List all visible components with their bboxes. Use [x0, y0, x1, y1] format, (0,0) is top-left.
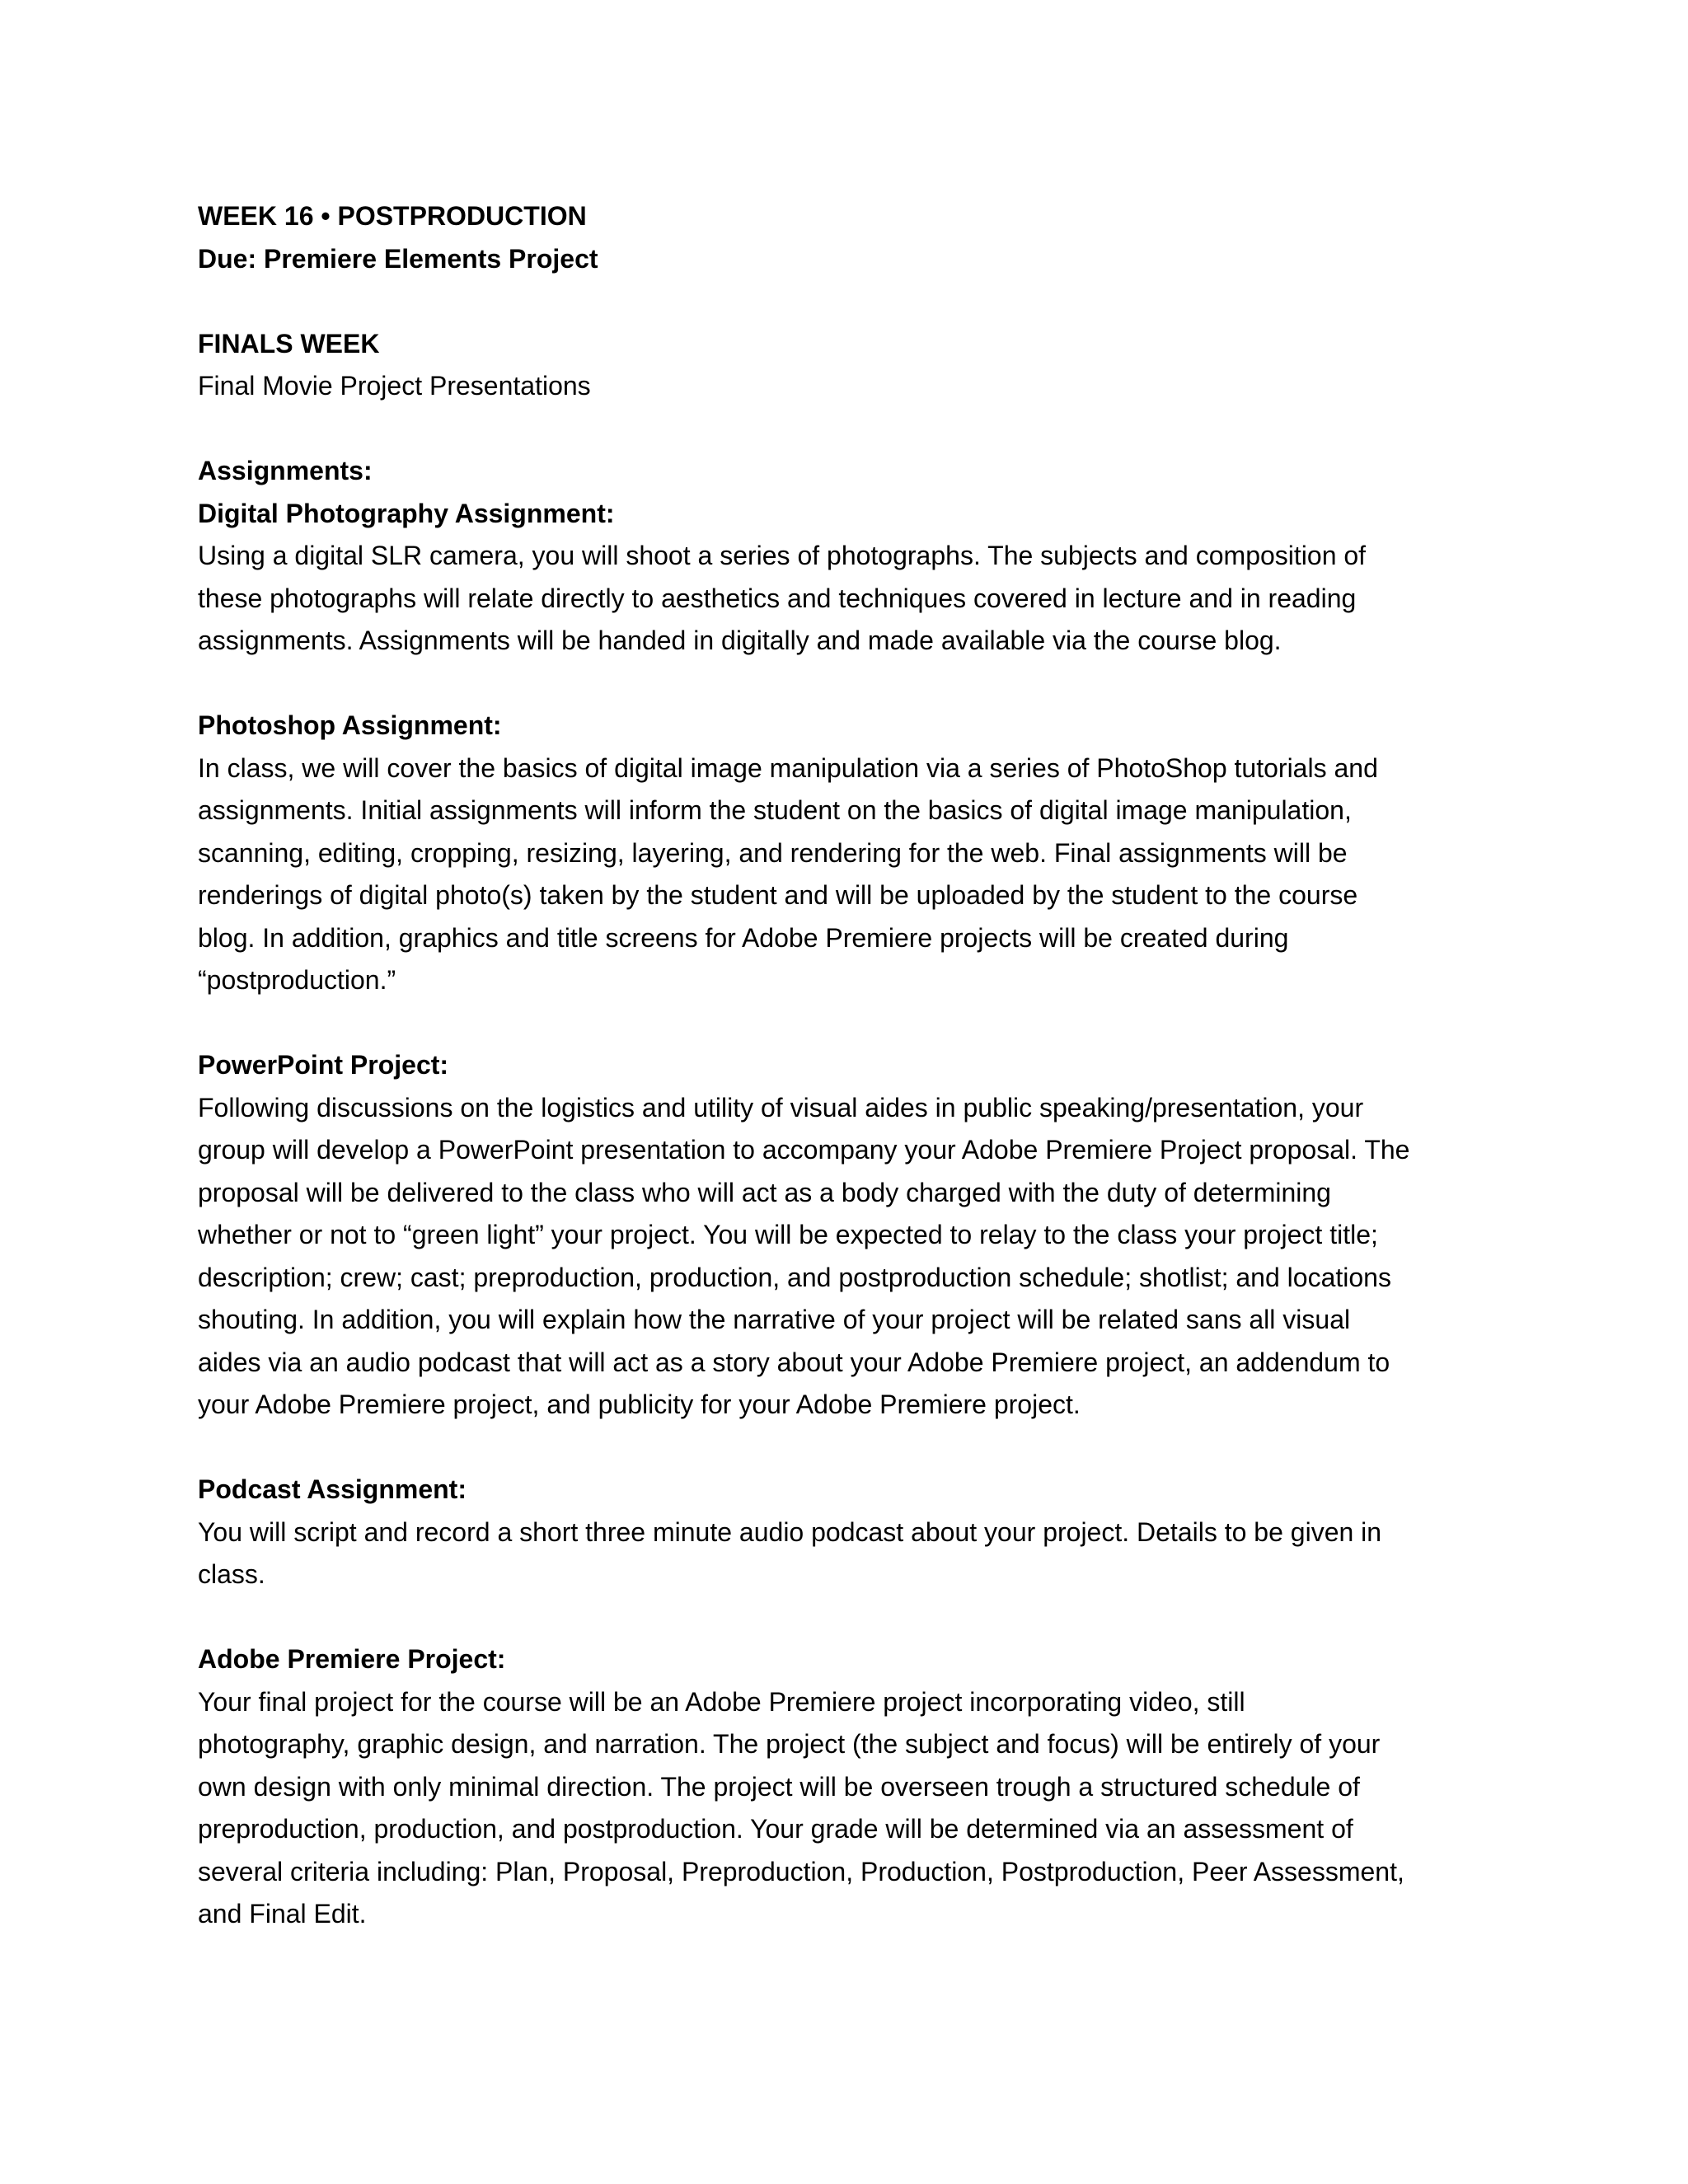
body-line: shouting. In addition, you will explain how the narrative of your project will be related sans all visual [198, 1305, 1351, 1334]
body-line: photography, graphic design, and narration. The project (the subject and focus) will be entirely of your [198, 1729, 1381, 1759]
body-line: preproduction, production, and postproduction. Your grade will be determined via an assessment of [198, 1814, 1353, 1844]
body-line: class. [198, 1559, 265, 1589]
body-line: group will develop a PowerPoint presentation to accompany your Adobe Premiere Project proposal. The [198, 1135, 1410, 1165]
body-line: renderings of digital photo(s) taken by the student and will be uploaded by the student to the course [198, 880, 1358, 910]
premiere-heading: Adobe Premiere Project: [198, 1644, 506, 1674]
body-line: description; crew; cast; preproduction, production, and postproduction schedule; shotlist; and locations [198, 1262, 1391, 1292]
body-line: your Adobe Premiere project, and publicity for your Adobe Premiere project. [198, 1390, 1081, 1419]
body-line: assignments. Assignments will be handed in digitally and made available via the course blog. [198, 626, 1282, 655]
assignments-heading: Assignments: [198, 456, 373, 485]
body-line: assignments. Initial assignments will inform the student on the basics of digital image manipulation, [198, 795, 1352, 825]
finals-week-text: Final Movie Project Presentations [198, 371, 591, 401]
document-page [198, 195, 1517, 1936]
spacer [198, 280, 1517, 323]
body-line: “postproduction.” [198, 965, 396, 995]
body-line: several criteria including: Plan, Proposal, Preproduction, Production, Postproduction, Peer Assessment, [198, 1856, 1404, 1886]
spacer [198, 663, 1517, 705]
week-16-title: WEEK 16 • POSTPRODUCTION [198, 201, 587, 231]
body-line: own design with only minimal direction. The project will be overseen trough a structured schedule of [198, 1771, 1360, 1802]
body-line: Your final project for the course will be an Adobe Premiere project incorporating video, still [198, 1686, 1245, 1717]
body-line: blog. In addition, graphics and title screens for Adobe Premiere projects will be created during [198, 922, 1289, 953]
body-line: these photographs will relate directly to aesthetics and techniques covered in lecture and in reading [198, 583, 1357, 613]
spacer [198, 1002, 1517, 1045]
body-line: scanning, editing, cropping, resizing, layering, and rendering for the web. Final assignments will be [198, 837, 1348, 868]
body-line: and Final Edit. [198, 1899, 367, 1929]
podcast-heading: Podcast Assignment: [198, 1474, 467, 1504]
body-line: In class, we will cover the basics of digital image manipulation via a series of PhotoShop tutorials and [198, 752, 1378, 783]
body-line: Using a digital SLR camera, you will shoot a series of photographs. The subjects and composition of [198, 541, 1367, 570]
body-line: proposal will be delivered to the class who will act as a body charged with the duty of determining [198, 1177, 1331, 1207]
spacer [198, 1427, 1517, 1469]
week-16-due: Due: Premiere Elements Project [198, 243, 598, 274]
body-line: aides via an audio podcast that will act as a story about your Adobe Premiere project, an addendum to [198, 1347, 1390, 1377]
body-line: You will script and record a short three minute audio podcast about your project. Details to be given in [198, 1516, 1382, 1547]
spacer [198, 408, 1517, 451]
photoshop-heading: Photoshop Assignment: [198, 710, 502, 740]
body-line: Following discussions on the logistics and utility of visual aides in public speaking/presentation, your [198, 1092, 1364, 1122]
body-line: whether or not to “green light” your project. You will be expected to relay to the class your project title; [198, 1220, 1378, 1249]
spacer [198, 1596, 1517, 1639]
finals-week-title: FINALS WEEK [198, 328, 380, 359]
digital-photography-heading: Digital Photography Assignment: [198, 498, 615, 528]
powerpoint-heading: PowerPoint Project: [198, 1050, 449, 1080]
